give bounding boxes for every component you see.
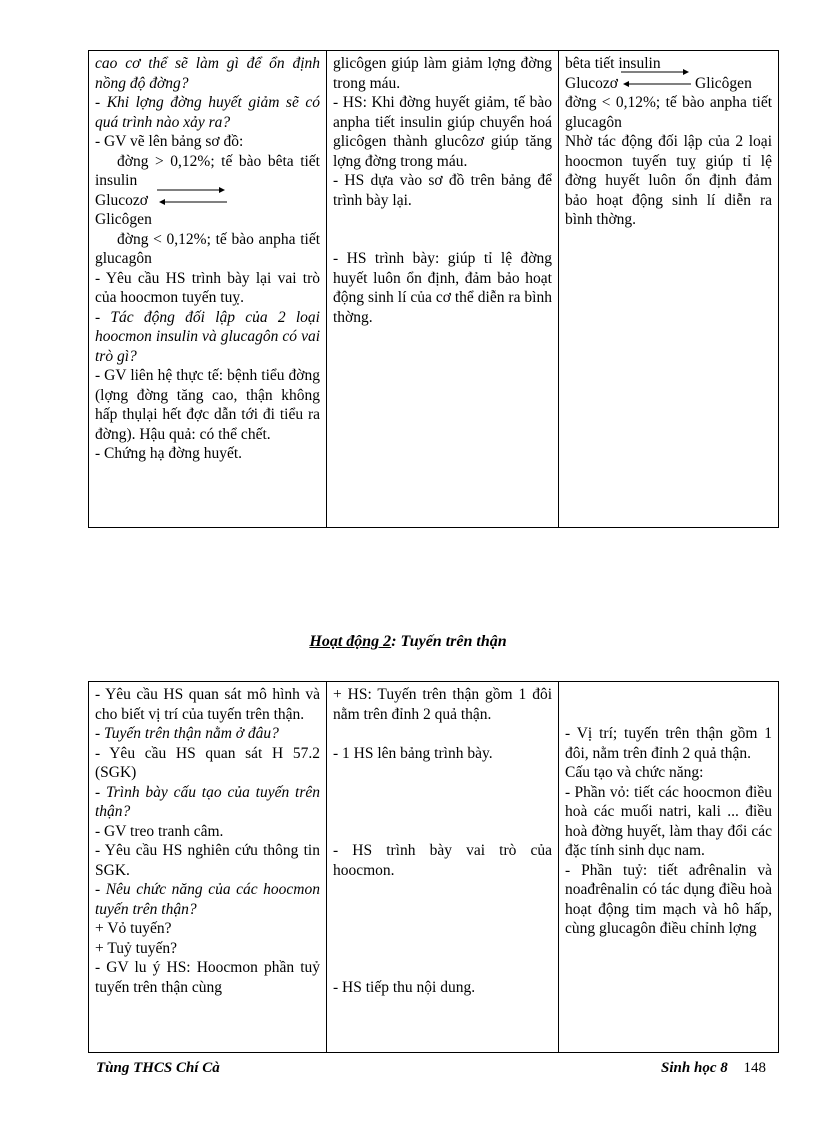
spacer [333,822,552,842]
content-cell [559,682,779,1053]
question-text: - Nêu chức năng của các hoocmon tuyến trên thận? [95,881,320,918]
spacer [565,685,772,705]
heading-activity-label: Hoạt động 2 [309,633,392,650]
spacer [333,880,552,900]
table-row [89,51,779,528]
content-text: Nhờ tác động đối lập của 2 loại hoocmon tuyến tuỵ giúp tỉ lệ đờng huyết luôn ổn định đảm bảo hoạt động sinh lí diễn ra bình thờng. [565,133,772,228]
diagram-line [565,74,772,94]
diagram-line: đờng > 0,12%; tế bào bêta tiết insulin [95,152,320,189]
diagram-line: đờng < 0,12%; tế bào anpha tiết glucagôn [95,230,320,267]
teacher-activity-cell [89,51,327,528]
question-text: - Trình bày cấu tạo của tuyến trên thận? [95,783,320,820]
page-number: 148 [743,1060,766,1076]
spacer [565,705,772,725]
instruction-text: - Yêu cầu HS nghiên cứu thông tin SGK. [95,842,320,879]
glycogen-label: Glicôgen [695,74,752,92]
question-text: - Tuyến trên thận nằm ở đâu? [95,725,279,742]
spacer [333,783,552,803]
content-text: Cấu tạo và chức năng: [565,764,704,781]
spacer [333,210,552,230]
glycogen-label: Glicôgen [95,211,152,228]
instruction-text: + Vỏ tuyến? [95,920,172,937]
student-text: - HS dựa vào sơ đồ trên bảng để trình bày lại. [333,172,552,209]
student-text: - HS trình bày vai trò của hoocmon. [333,842,552,879]
teacher-activity-cell [89,682,327,1053]
question-text: - Tác động đối lập của 2 loại hoocmon insulin và glucagôn có vai trò gì? [95,308,320,365]
lesson-table-1 [88,50,779,528]
instruction-text: - GV lu ý HS: Hoocmon phần tuỷ tuyến trên thận cùng [95,959,320,996]
question-text: - Khi lợng đờng huyết giảm sẽ có quá trình nào xảy ra? [95,94,320,131]
student-activity-cell [327,682,559,1053]
arrow-right-icon [155,185,225,195]
arrow-left-icon [623,79,693,89]
glucose-label: Glucozơ [95,191,148,209]
instruction-text: - Chứng hạ đờng huyết. [95,445,243,462]
student-text: + HS: Tuyến trên thận gồm 1 đôi nằm trên đỉnh 2 quả thận. [333,686,552,723]
student-text: - HS tiếp thu nội dung. [333,978,476,996]
spacer [333,802,552,822]
diagram-line [565,54,772,74]
content-text: - Phần tuỷ: tiết ađrênalin và noađrênalin có tác dụng điều hoà hoạt động tim mạch và hô hấp, cùng glucagôn điều chỉnh lợng [565,861,772,937]
question-text: cao cơ thể sẽ làm gì để ổn định nồng độ đờng? [95,55,320,92]
student-activity-cell [327,51,559,528]
student-text: - HS: Khi đờng huyết giảm, tế bào anpha tiết insulin giúp chuyển hoá glicôgen thành glucôzơ giúp tăng lợng đờng trong máu. [333,94,552,170]
spacer [333,958,552,978]
content-text: - Vị trí; tuyến trên thận gồm 1 đôi, nằm trên đỉnh 2 quả thận. [565,725,772,762]
diagram-line: đờng < 0,12%; tế bào anpha tiết glucagôn [565,94,772,131]
instruction-text: - Yêu cầu HS quan sát mô hình và cho biết vị trí của tuyến trên thận. [95,686,320,723]
instruction-text: - GV liên hệ thực tế: bệnh tiểu đờng (lợng đờng tăng cao, thận không hấp thụlại hết đợc dẫn tới đi tiểu ra đờng). Hậu quả: có thể chết. [95,367,320,443]
spacer [333,919,552,939]
content-cell [559,51,779,528]
instruction-text: - GV treo tranh câm. [95,822,224,840]
diagram-line [95,191,320,211]
spacer [333,900,552,920]
instruction-text: + Tuỷ tuyến? [95,939,177,957]
student-text: - HS trình bày: giúp tỉ lệ đờng huyết luôn ổn định, đảm bảo hoạt động sinh lí của cơ thể diễn ra bình thờng. [333,250,552,326]
instruction-text: - GV vẽ lên bảng sơ đồ: [95,133,244,150]
heading-title: : Tuyến trên thận [391,633,507,650]
table-row [89,682,779,1053]
page-footer [96,1060,776,1082]
content-text: - Phần vỏ: tiết các hoocmon điều hoà các muối natri, kali ... điều hoà đờng huyết, làm thay đổi các đặc tính sinh dục nam. [565,783,772,859]
footer-subject: Sinh học 8 [661,1060,728,1076]
footer-school: Tùng THCS Chí Cà [96,1060,220,1076]
instruction-text: - Yêu cầu HS trình bày lại vai trò của hoocmon tuyến tuỵ. [95,269,320,306]
spacer [333,724,552,744]
spacer [333,939,552,959]
glucose-label: Glucozơ [565,74,618,92]
student-text: - 1 HS lên bảng trình bày. [333,744,493,762]
diagram-text: bêta tiết insulin [565,55,661,72]
lesson-table-2 [88,681,779,1053]
spacer [333,763,552,783]
section-heading [0,633,816,651]
arrow-left-icon [159,197,229,207]
spacer [333,230,552,250]
instruction-text: - Yêu cầu HS quan sát H 57.2 (SGK) [95,744,320,781]
student-text: glicôgen giúp làm giảm lợng đờng trong máu. [333,55,552,92]
footer-right [661,1060,766,1077]
